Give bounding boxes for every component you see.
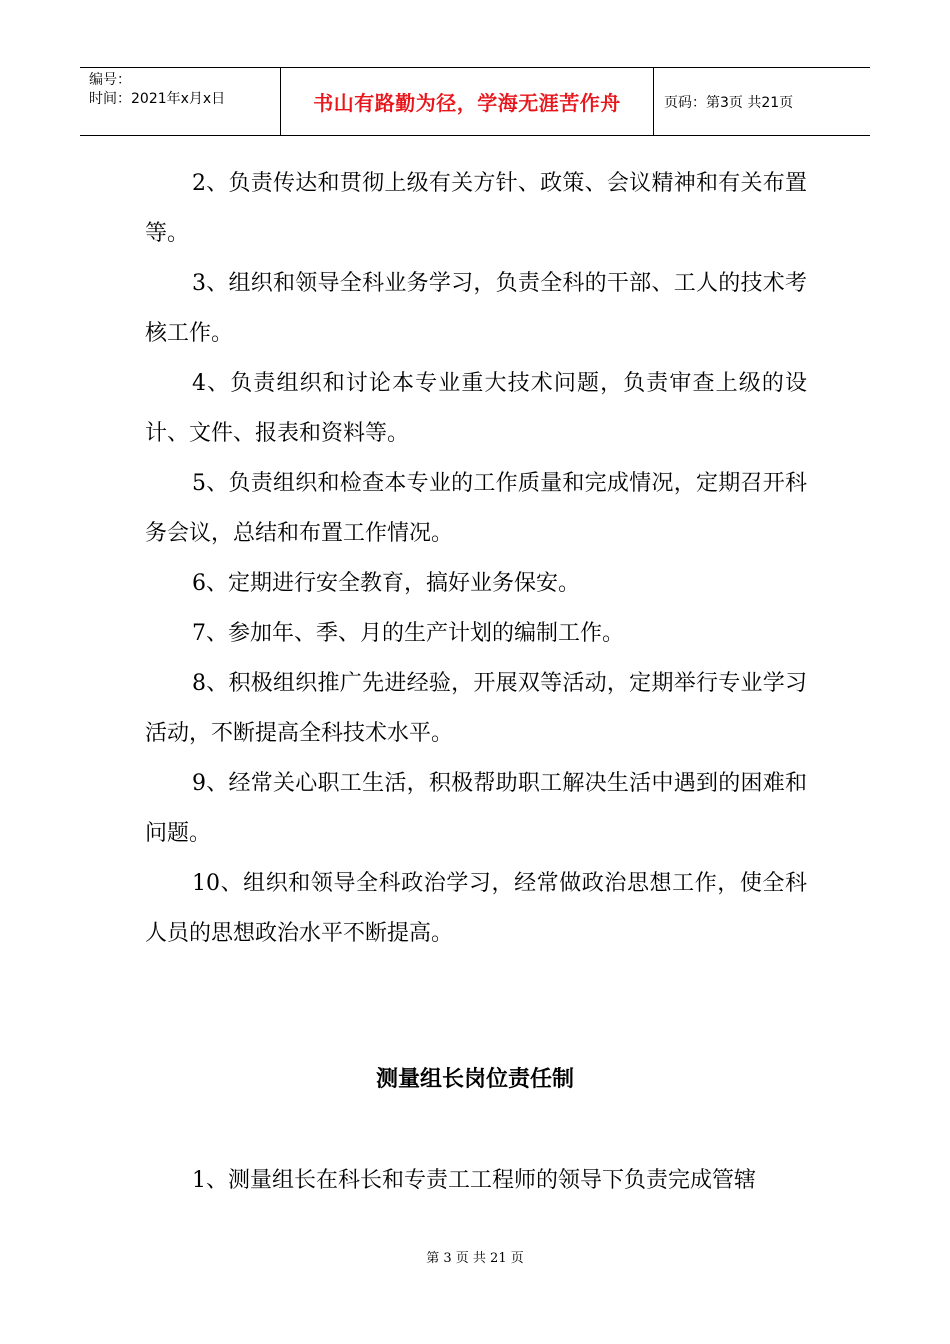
section-paragraph-1: 1、测量组长在科长和专责工工程师的领导下负责完成管辖	[192, 1168, 756, 1193]
paragraph-3: 3、组织和领导全科业务学习，负责全科的干部、工人的技术考核工作。	[145, 271, 807, 346]
section-title: 测量组长岗位责任制	[375, 1067, 574, 1092]
paragraph-6: 6、定期进行安全教育，搞好业务保安。	[192, 571, 580, 596]
header-meta-cell	[80, 68, 281, 135]
paragraph-7: 7、参加年、季、月的生产计划的编制工作。	[192, 621, 624, 646]
page-info: 页码：第3页 共21页	[664, 94, 794, 111]
number-label: 编号：	[89, 72, 131, 88]
paragraph-4: 4、负责组织和讨论本专业重大技术问题，负责审查上级的设计、文件、报表和资料等。	[145, 371, 807, 446]
page-footer: 第 3 页 共 21 页	[426, 1251, 524, 1266]
paragraph-2: 2、负责传达和贯彻上级有关方针、政策、会议精神和有关布置等。	[145, 171, 807, 246]
paragraph-8: 8、积极组织推广先进经验，开展双等活动，定期举行专业学习活动，不断提高全科技术水平。	[145, 671, 807, 746]
header-page-cell	[654, 68, 870, 135]
time-label: 时间：2021年x月x日	[89, 91, 226, 107]
paragraph-5: 5、负责组织和检查本专业的工作质量和完成情况，定期召开科务会议，总结和布置工作情况。	[145, 471, 807, 546]
paragraph-9: 9、经常关心职工生活，积极帮助职工解决生活中遇到的困难和问题。	[145, 771, 807, 846]
motto-text: 书山有路勤为径，学海无涯苦作舟	[313, 91, 621, 115]
header-motto-cell	[281, 68, 654, 135]
document-header	[80, 67, 870, 136]
paragraph-10: 10、组织和领导全科政治学习，经常做政治思想工作，使全科人员的思想政治水平不断提高。	[145, 871, 807, 946]
